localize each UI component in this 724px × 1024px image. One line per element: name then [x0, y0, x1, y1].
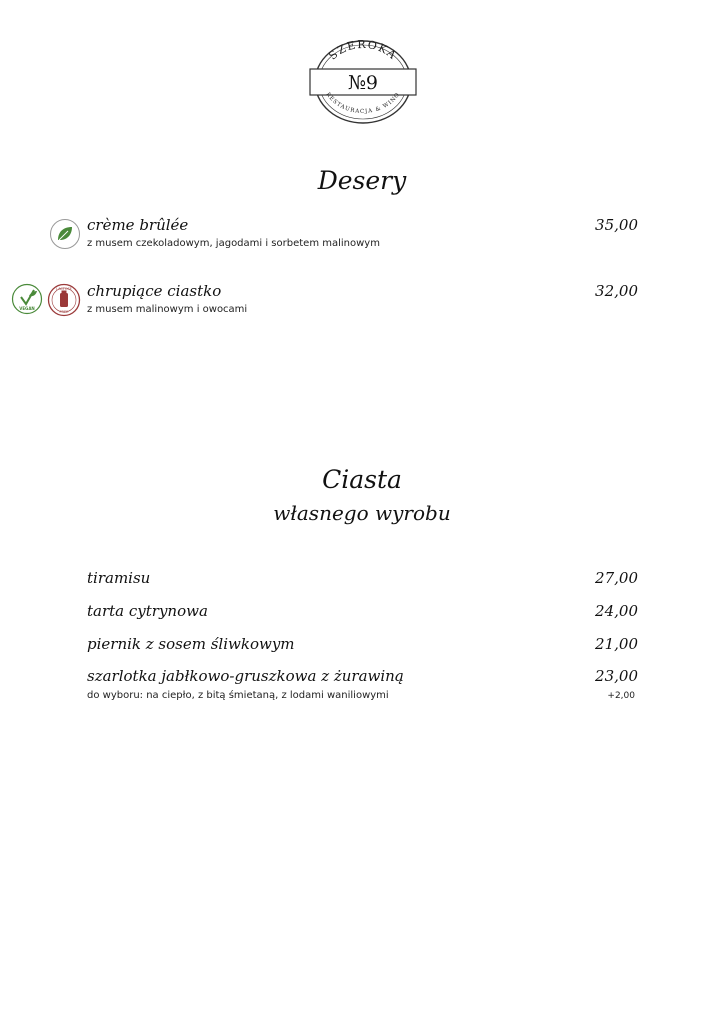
- menu-item-price: 27,00: [595, 569, 638, 587]
- section-subtitle-ciasta: własnego wyrobu: [273, 501, 451, 525]
- logo-center-text: №9: [347, 72, 379, 94]
- lactose-top-label: LACTOSE: [56, 287, 72, 291]
- menu-item-extra-price: +2,00: [607, 691, 635, 701]
- menu-item-price: 21,00: [595, 635, 638, 653]
- menu-item-name: tiramisu: [87, 569, 151, 587]
- logo-bottom-text: RESTAURACJA & WINO: [324, 91, 402, 115]
- menu-item-name: szarlotka jabłkowo-gruszkowa z żurawiną: [87, 667, 404, 685]
- menu-item-name: tarta cytrynowa: [87, 602, 208, 620]
- vegan-icon: [11, 283, 43, 319]
- menu-item-name: crème brûlée: [87, 216, 189, 234]
- menu-item-description: z musem malinowym i owocami: [87, 304, 248, 315]
- menu-item-price: 23,00: [595, 667, 638, 685]
- restaurant-logo: [300, 38, 426, 126]
- menu-item-description: z musem czekoladowym, jagodami i sorbetem malinowym: [87, 238, 380, 249]
- section-title-ciasta: Ciasta: [322, 465, 402, 494]
- menu-item-price: 24,00: [595, 602, 638, 620]
- svg-text:SZEROKA: [326, 38, 399, 63]
- section-title-desery: Desery: [317, 166, 407, 195]
- menu-item-description: do wyboru: na ciepło, z bitą śmietaną, z lodami waniliowymi: [87, 690, 389, 701]
- vegan-label: VEGAN: [19, 306, 35, 311]
- menu-item-name: piernik z sosem śliwkowym: [87, 635, 295, 653]
- lactose-bottom-label: FREE: [59, 310, 69, 314]
- menu-item-price: 32,00: [595, 282, 638, 300]
- lactose-free-icon: [47, 283, 81, 321]
- menu-item-name: chrupiące ciastko: [87, 282, 222, 300]
- leaf-icon: [49, 218, 81, 254]
- menu-item-price: 35,00: [595, 216, 638, 234]
- logo-top-text: SZEROKA: [326, 38, 400, 63]
